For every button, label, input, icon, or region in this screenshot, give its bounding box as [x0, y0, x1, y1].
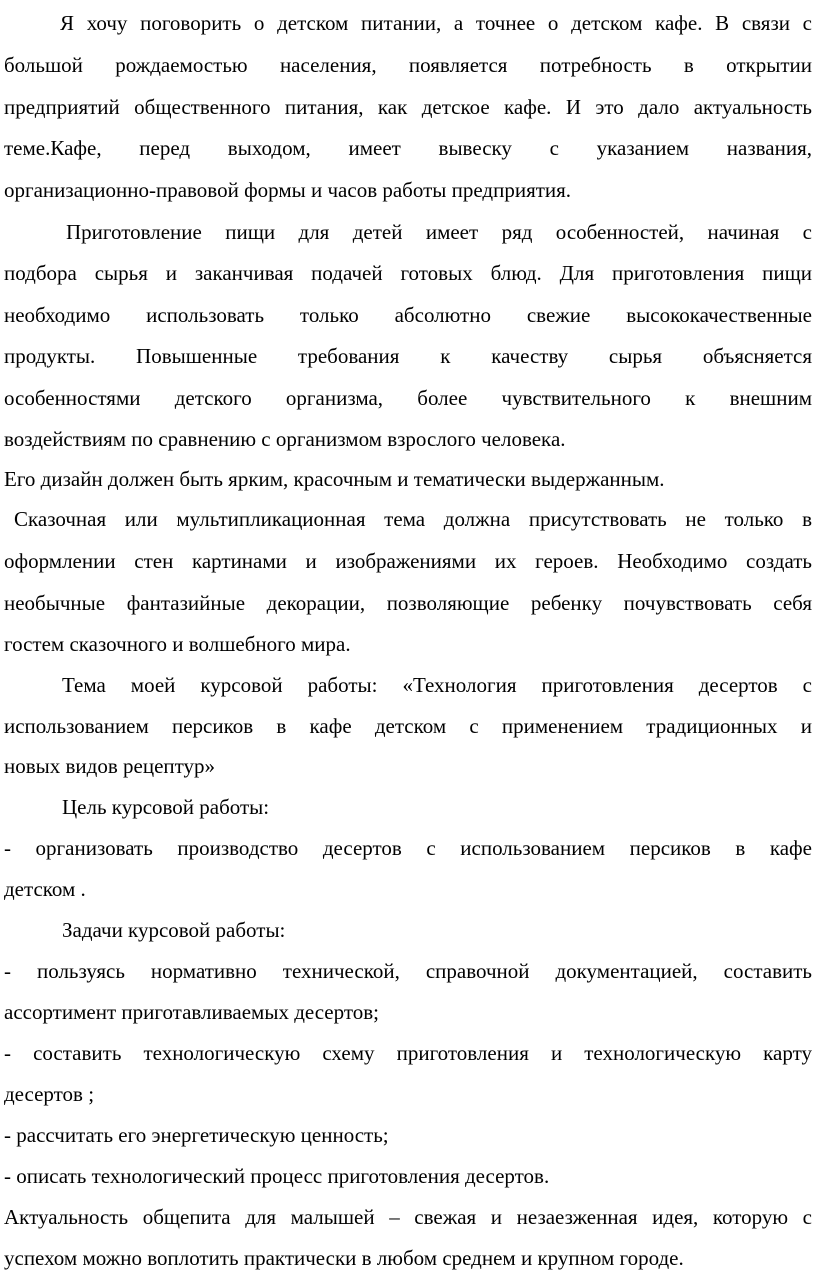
- text-line: подбора сырья и заканчивая подачей готовых блюд. Для приготовления пищи: [4, 261, 812, 285]
- text-line: Я хочу поговорить о детском питании, а точнее о детском кафе. В связи с: [60, 11, 812, 35]
- text-line: детском .: [4, 877, 86, 901]
- text-line: воздействиям по сравнению с организмом взрослого человека.: [4, 427, 566, 451]
- text-line: - пользуясь нормативно технической, справочной документацией, составить: [4, 959, 812, 983]
- text-line: - рассчитать его энергетическую ценность;: [4, 1123, 389, 1147]
- text-line: необходимо использовать только абсолютно свежие высококачественные: [4, 303, 812, 327]
- text-line: Его дизайн должен быть ярким, красочным и тематически выдержанным.: [4, 467, 665, 491]
- text-line: организационно-правовой формы и часов работы предприятия.: [4, 178, 572, 202]
- text-line: гостем сказочного и волшебного мира.: [4, 632, 351, 656]
- text-line: оформлении стен картинами и изображениями их героев. Необходимо создать: [4, 549, 812, 573]
- text-line: Актуальность общепита для малышей – свежая и незаезженная идея, которую с: [4, 1205, 812, 1229]
- text-line: необычные фантазийные декорации, позволяющие ребенку почувствовать себя: [4, 591, 812, 615]
- text-line: - составить технологическую схему приготовления и технологическую карту: [4, 1041, 812, 1065]
- text-line: успехом можно воплотить практически в любом среднем и крупном городе.: [4, 1246, 684, 1270]
- text-line: Задачи курсовой работы:: [62, 918, 286, 942]
- text-line: продукты. Повышенные требования к качеству сырья объясняется: [4, 344, 812, 368]
- text-line: Цель курсовой работы:: [62, 795, 270, 819]
- text-line: использованием персиков в кафе детском с применением традиционных и: [4, 714, 812, 738]
- text-line: предприятий общественного питания, как детское кафе. И это дало актуальность: [4, 95, 812, 119]
- text-line: особенностями детского организма, более чувствительного к внешним: [4, 386, 812, 410]
- text-line: новых видов рецептур»: [4, 754, 216, 778]
- text-line: Сказочная или мультипликационная тема должна присутствовать не только в: [14, 507, 812, 531]
- text-line: Тема моей курсовой работы: «Технология приготовления десертов с: [62, 673, 812, 697]
- text-line: Приготовление пищи для детей имеет ряд особенностей, начиная с: [66, 220, 812, 244]
- text-line: ассортимент приготавливаемых десертов;: [4, 1000, 380, 1024]
- text-line: - организовать производство десертов с использованием персиков в кафе: [4, 836, 812, 860]
- text-line: большой рождаемостью населения, появляется потребность в открытии: [4, 53, 812, 77]
- text-line: десертов ;: [4, 1082, 95, 1106]
- text-line: - описать технологический процесс приготовления десертов.: [4, 1164, 550, 1188]
- text-line: теме.Кафе, перед выходом, имеет вывеску с указанием названия,: [4, 136, 812, 160]
